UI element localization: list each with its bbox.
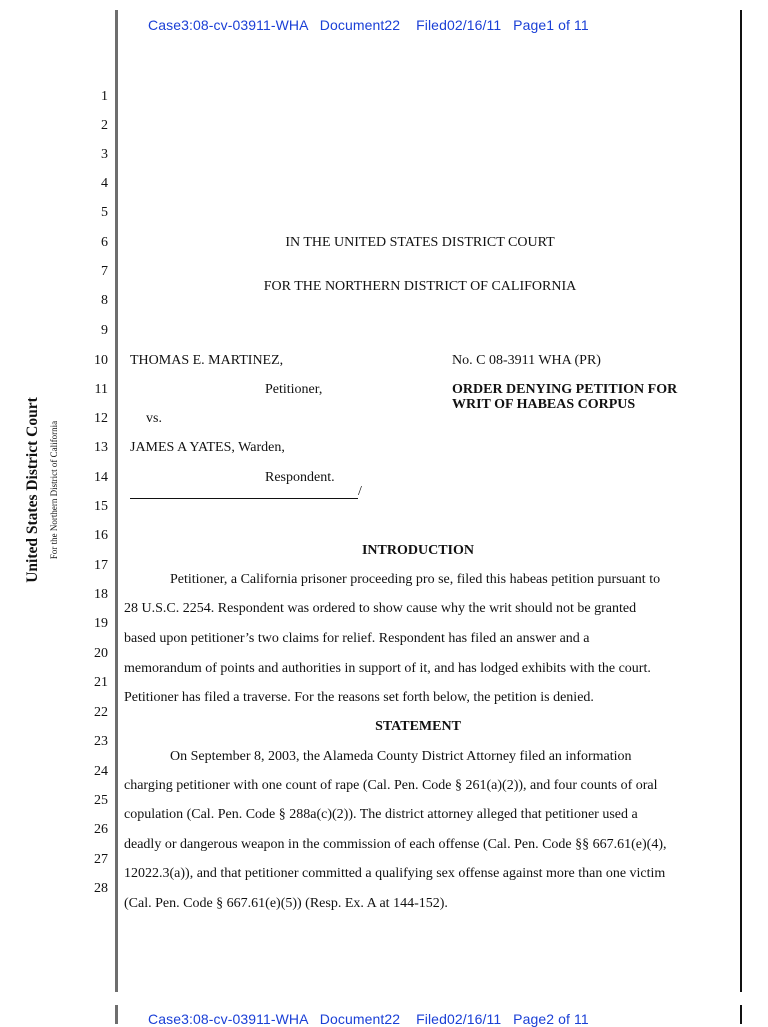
line-number: 24 [94, 764, 108, 779]
statement-line: deadly or dangerous weapon in the commission of each offense (Cal. Pen. Code §§ 667.61(e)(4), [124, 837, 667, 852]
line-number: 6 [101, 235, 108, 250]
page2-ecf-header: Case3:08-cv-03911-WHA Document22 Filed02/16/11 Page2 of 11 [148, 1011, 589, 1027]
line-number: 5 [101, 205, 108, 220]
introduction-line: Petitioner, a California prisoner proceeding pro se, filed this habeas petition pursuant to [170, 572, 661, 587]
case-number: No. C 08-3911 WHA (PR) [452, 353, 601, 368]
line-number: 19 [94, 616, 108, 631]
line-number: 7 [101, 264, 108, 279]
line-number: 3 [101, 147, 108, 162]
order-title-line2: WRIT OF HABEAS CORPUS [452, 397, 636, 412]
caption-slash: / [358, 484, 362, 499]
statement-line: On September 8, 2003, the Alameda County District Attorney filed an information [170, 749, 632, 764]
statement-line: (Cal. Pen. Code § 667.61(e)(5)) (Resp. Ex. A at 144-152). [124, 896, 448, 911]
order-title-line1: ORDER DENYING PETITION FOR [452, 382, 678, 397]
line-number: 2 [101, 118, 108, 133]
line-number: 4 [101, 176, 108, 191]
statement-line: 12022.3(a)), and that petitioner committed a qualifying sex offense against more than one victim [124, 866, 666, 881]
petitioner-role: Petitioner, [265, 382, 323, 397]
line-number: 14 [94, 470, 108, 485]
introduction-line: based upon petitioner’s two claims for relief. Respondent has filed an answer and a [124, 631, 590, 646]
respondent-role: Respondent. [265, 470, 335, 485]
caption-underline [130, 498, 358, 499]
left-margin-rule [115, 10, 118, 992]
petitioner-name: THOMAS E. MARTINEZ, [130, 353, 284, 368]
introduction-line: 28 U.S.C. 2254. Respondent was ordered to show cause why the writ should not be granted [124, 601, 637, 616]
line-number: 10 [94, 353, 108, 368]
statement-line: copulation (Cal. Pen. Code § 288a(c)(2)). The district attorney alleged that petitioner used a [124, 807, 638, 822]
line-number: 8 [101, 293, 108, 308]
line-number: 21 [94, 675, 108, 690]
ecf-header: Case3:08-cv-03911-WHA Document22 Filed02/16/11 Page1 of 11 [148, 17, 589, 33]
court-name-line2: FOR THE NORTHERN DISTRICT OF CALIFORNIA [263, 279, 577, 294]
versus: vs. [146, 411, 162, 426]
line-number: 25 [94, 793, 108, 808]
line-number: 26 [94, 822, 108, 837]
line-number: 18 [94, 587, 108, 602]
line-number: 28 [94, 881, 108, 896]
introduction-heading: INTRODUCTION [361, 543, 474, 558]
court-name-line1: IN THE UNITED STATES DISTRICT COURT [285, 235, 555, 250]
right-margin-rule [740, 10, 742, 992]
court-sidebar-subtitle: For the Northern District of California [49, 420, 59, 560]
line-number: 11 [94, 382, 108, 397]
page2-left-margin-rule [115, 1005, 118, 1024]
line-number: 16 [94, 528, 108, 543]
respondent-name: JAMES A YATES, Warden, [130, 440, 285, 455]
line-number: 12 [94, 411, 108, 426]
introduction-line: memorandum of points and authorities in support of it, and has lodged exhibits with the court. [124, 661, 651, 676]
line-number: 13 [94, 440, 108, 455]
court-sidebar-title: United States District Court [24, 397, 41, 583]
line-number: 22 [94, 705, 108, 720]
introduction-line: Petitioner has filed a traverse. For the reasons set forth below, the petition is denied. [124, 690, 594, 705]
statement-line: charging petitioner with one count of rape (Cal. Pen. Code § 261(a)(2)), and four counts of oral [124, 778, 658, 793]
line-number: 1 [101, 89, 108, 104]
line-number: 17 [94, 558, 108, 573]
line-number: 27 [94, 852, 108, 867]
page2-right-margin-rule [740, 1005, 742, 1024]
statement-heading: STATEMENT [375, 719, 461, 734]
line-number: 23 [94, 734, 108, 749]
line-number: 15 [94, 499, 108, 514]
line-number: 9 [101, 323, 108, 338]
line-number: 20 [94, 646, 108, 661]
